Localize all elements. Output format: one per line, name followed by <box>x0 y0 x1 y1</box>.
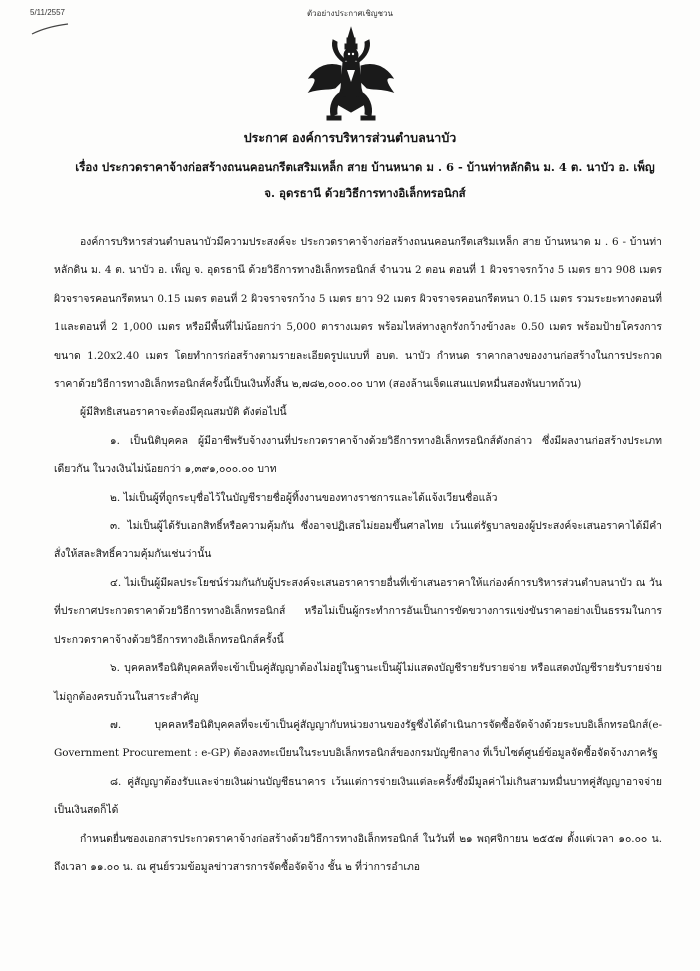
condition-item: ๒. ไม่เป็นผู้ที่ถูกระบุชื่อไว้ในบัญชีรายชื่อผู้ทิ้งงานของทางราชการและได้แจ้งเวียนชื่อแล้ว <box>110 491 498 504</box>
header-date: 5/11/2557 <box>30 8 65 17</box>
condition-item: ๖. บุคคลหรือนิติบุคคลที่จะเข้าเป็นคู่สัญญาต้องไม่อยู่ในฐานะเป็นผู้ไม่แสดงบัญชีรายรับรายจ่าย หรือแสดงบัญชีรายรับรายจ่ายไม่ถูกต้องครบถ้วนในสาระสำคัญ <box>54 662 662 703</box>
announcement-subject: เรื่อง ประกวดราคาจ้างก่อสร้างถนนคอนกรีตเสริมเหล็ก สาย บ้านหนาด ม . 6 - บ้านท่าหลักดิน ม. 4 ต. นาบัว อ. เพ็ญ จ. อุดรธานี ด้วยวิธีการทางอิเล็กทรอนิกส์ <box>75 160 655 200</box>
condition-item: ๘. คู่สัญญาต้องรับและจ่ายเงินผ่านบัญชีธนาคาร เว้นแต่การจ่ายเงินแต่ละครั้งซึ่งมีมูลค่าไม่เกินสามหมื่นบาทคู่สัญญาอาจจ่ายเป็นเงินสดก็ได้ <box>54 775 662 817</box>
pen-stroke-mark <box>30 22 70 36</box>
announcement-title: ประกาศ องค์การบริหารส่วนตำบลนาบัว <box>243 130 457 145</box>
closing-paragraph: กำหนดยื่นซองเอกสารประกวดราคาจ้างก่อสร้างด้วยวิธีการทางอิเล็กทรอนิกส์ ในวันที่ ๒๑ พฤศจิกายน ๒๕๕๗ ตั้งแต่เวลา ๑๐.๐๐ น. ถึงเวลา ๑๑.๐๐ น. ณ ศูนย์รวมข้อมูลข่าวสารการจัดซื้อจัดจ้าง ชั้น ๒ ที่ว่าการอำเภอ <box>54 832 662 873</box>
garuda-emblem-icon <box>305 26 397 124</box>
condition-item: ๔. ไม่เป็นผู้มีผลประโยชน์ร่วมกันกับผู้ประสงค์จะเสนอราคารายอื่นที่เข้าเสนอราคาให้แก่องค์การบริหารส่วนตำบลนาบัว ณ วันที่ประกาศประกวดราคาด้วยวิธีการทางอิเล็กทรอนิกส์ หรือไม่เป็นผู้กระทำการอันเป็นการขัดขวางการแข่งขันราคาอย่างเป็นธรรมในการประกวดราคาจ้างด้วยวิธีการทางอิเล็กทรอนิกส์ครั้งนี้ <box>54 576 662 646</box>
condition-item: ๓. ไม่เป็นผู้ได้รับเอกสิทธิ์หรือความคุ้มกัน ซึ่งอาจปฏิเสธไม่ยอมขึ้นศาลไทย เว้นแต่รัฐบาลของผู้ประสงค์จะเสนอราคาได้มีคำสั่งให้สละสิทธิ์ความคุ้มกันเช่นว่านั้น <box>54 520 662 561</box>
header-doc-label: ตัวอย่างประกาศเชิญชวน <box>306 9 394 18</box>
conditions-intro: ผู้มีสิทธิเสนอราคาจะต้องมีคุณสมบัติ ดังต่อไปนี้ <box>80 406 287 419</box>
condition-item: ๑. เป็นนิติบุคคล ผู้มีอาชีพรับจ้างงานที่ประกวดราคาจ้างด้วยวิธีการทางอิเล็กทรอนิกส์ดังกล่าว ซึ่งมีผลงานก่อสร้างประเภทเดียวกัน ในวงเงินไม่น้อยกว่า ๑,๓๙๑,๐๐๐.๐๐ บาท <box>54 434 662 476</box>
announcement-body <box>54 228 662 881</box>
intro-paragraph: องค์การบริหารส่วนตำบลนาบัวมีความประสงค์จะ ประกวดราคาจ้างก่อสร้างถนนคอนกรีตเสริมเหล็ก สาย บ้านหนาด ม . 6 - บ้านท่าหลักดิน ม. 4 ต. นาบัว อ. เพ็ญ จ. อุดรธานี ด้วยวิธีการทางอิเล็กทรอนิกส์ จำนวน 2 ตอน ตอนที่ 1 ผิวจราจรกว้าง 5 เมตร ยาว 908 เมตร ผิวจราจรคอนกรีตหนา 0.15 เมตร ตอนที่ 2 ผิวจราจรกว้าง 5 เมตร ยาว 92 เมตร ผิวจราจรคอนกรีตหนา 0.15 เมตร รวมระยะทางตอนที่ 1และตอนที่ 2 1,000 เมตร หรือมีพื้นที่ไม่น้อยกว่า 5,000 ตารางเมตร พร้อมไหล่ทางลูกรังกว้างข้างละ 0.50 เมตร พร้อมป้ายโครงการขนาด 1.20x2.40 เมตร โดยทำการก่อสร้างตามรายละเอียดรูปแบบที่ อบต. นาบัว กำหนด ราคากลางของงานก่อสร้างในการประกวดราคาด้วยวิธีการทางอิเล็กทรอนิกส์ครั้งนี้เป็นเงินทั้งสิ้น ๒,๗๘๒,๐๐๐.๐๐ บาท (สองล้านเจ็ดแสนแปดหมื่นสองพันบาทถ้วน) <box>54 236 662 391</box>
condition-item: ๗. บุคคลหรือนิติบุคคลที่จะเข้าเป็นคู่สัญญากับหน่วยงานของรัฐซึ่งได้ดำเนินการจัดซื้อจัดจ้างด้วยระบบอิเล็กทรอนิกส์(e-Government Procurement : e-GP) ต้องลงทะเบียนในระบบอิเล็กทรอนิกส์ของกรมบัญชีกลาง ที่เว็บไซต์ศูนย์ข้อมูลจัดซื้อจัดจ้างภาครัฐ <box>54 718 662 760</box>
